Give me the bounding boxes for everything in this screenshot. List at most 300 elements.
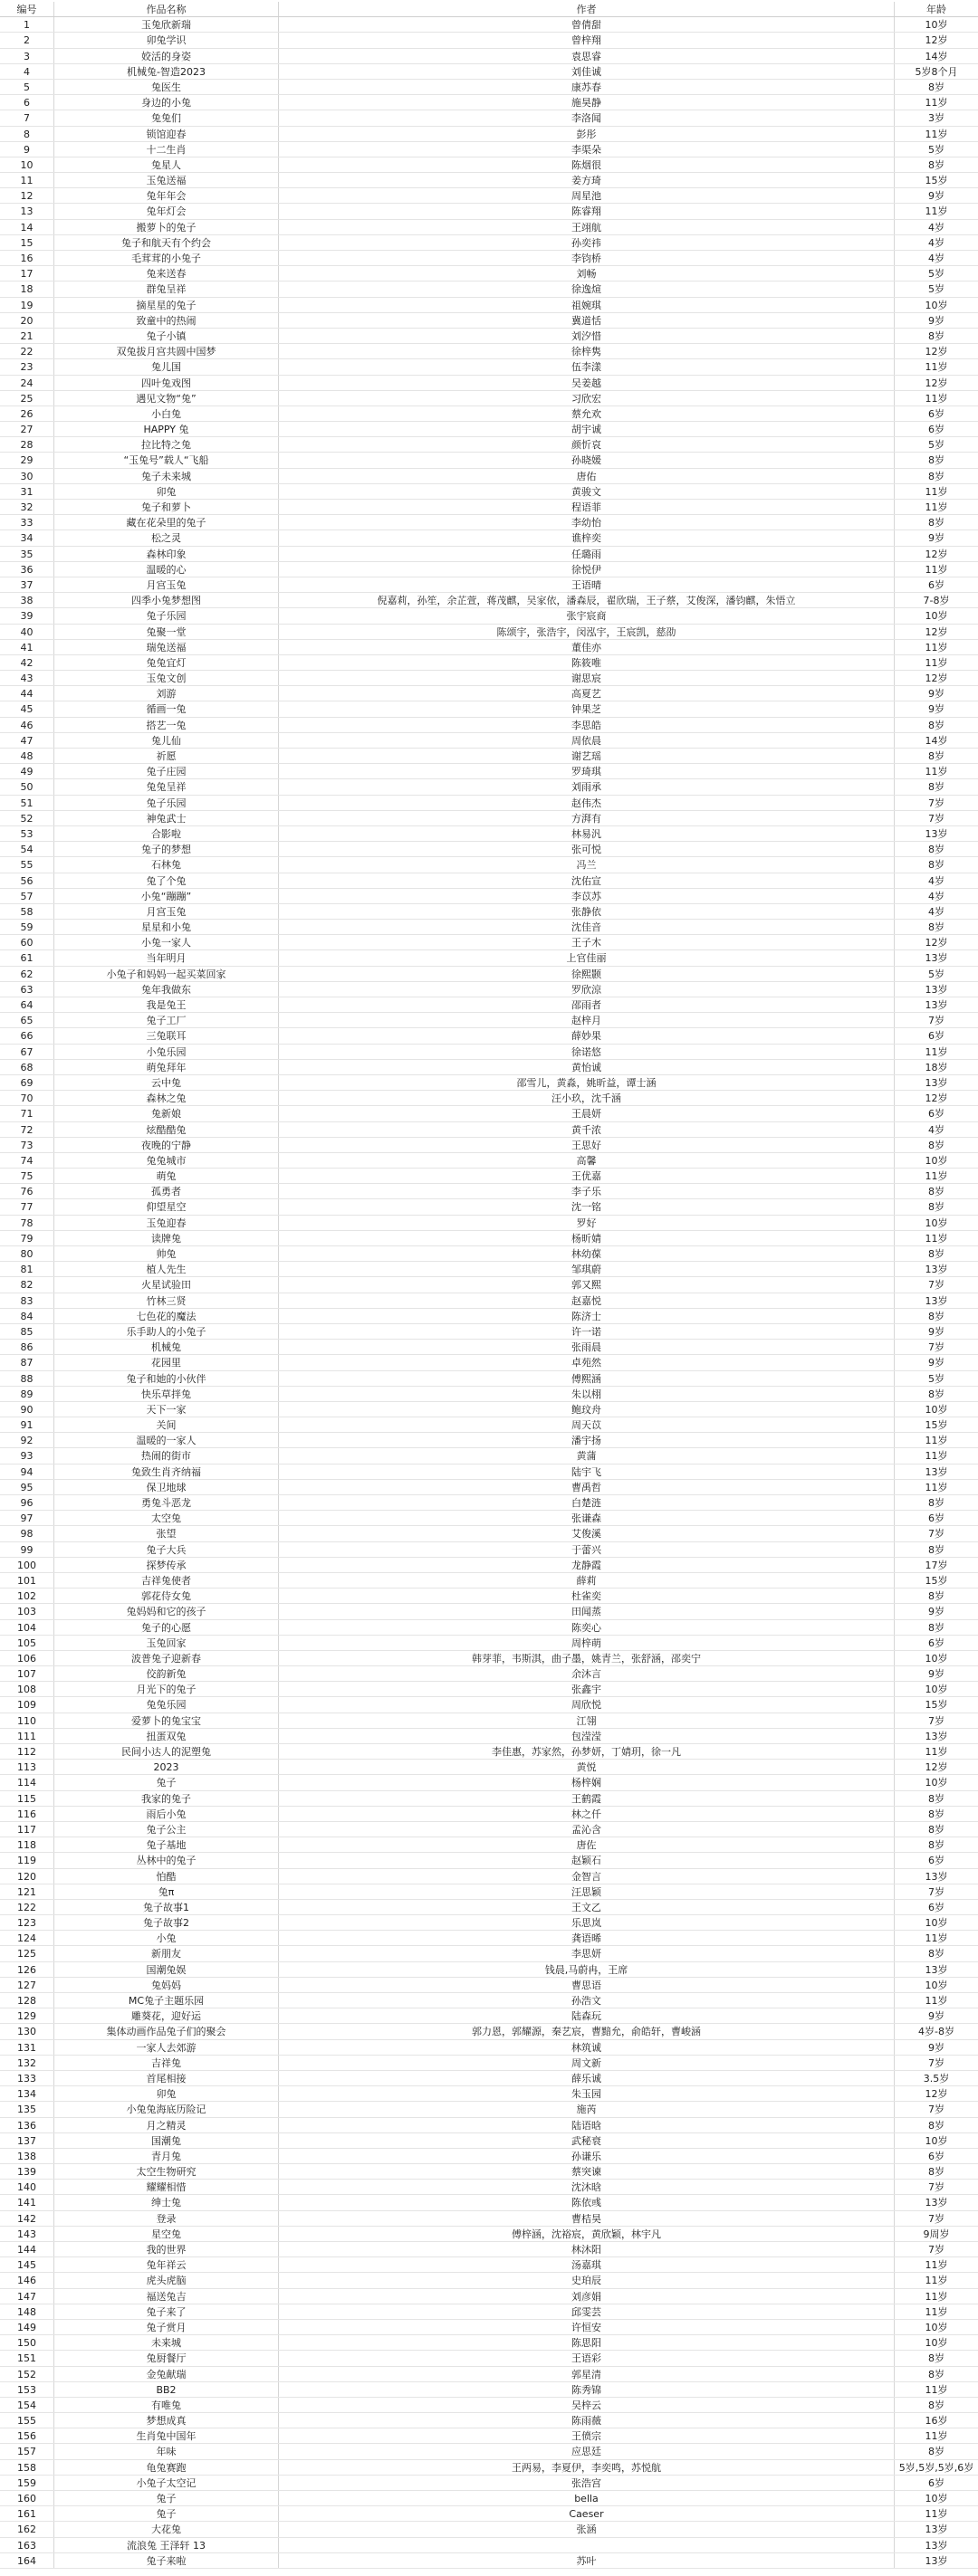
cell-age: 13岁 bbox=[925, 1963, 948, 1976]
cell-age: 11岁 bbox=[925, 2430, 948, 2443]
table-row bbox=[0, 1962, 978, 1978]
table-row bbox=[0, 110, 978, 126]
cell-age: 7岁 bbox=[928, 2212, 944, 2225]
cell-no: 35 bbox=[0, 547, 54, 561]
cell-title: 集体动画作品兔子们的聚会 bbox=[54, 2024, 279, 2038]
cell-no: 150 bbox=[0, 2335, 54, 2350]
cell-title: 兔子 bbox=[54, 2506, 279, 2521]
cell-title: 月宫玉兔 bbox=[54, 577, 279, 592]
cell-author: 薛莉 bbox=[279, 1573, 895, 1588]
table-row bbox=[0, 64, 978, 80]
cell-title: 十二生肖 bbox=[54, 142, 279, 157]
table-row bbox=[0, 2086, 978, 2102]
cell-no: 94 bbox=[0, 1465, 54, 1479]
cell-title: 瑞兔送福 bbox=[54, 640, 279, 654]
cell-age: 9岁 bbox=[928, 2010, 944, 2023]
column-header-title: 作品名称 bbox=[54, 2, 279, 16]
cell-title: 兔子和萝卜 bbox=[54, 500, 279, 514]
cell-author: 谢思宸 bbox=[279, 671, 895, 685]
cell-author: 董佳亦 bbox=[279, 640, 895, 654]
cell-title: 合影啦 bbox=[54, 826, 279, 841]
cell-age: 4岁 bbox=[928, 890, 944, 902]
cell-author: 余沐言 bbox=[279, 1666, 895, 1681]
cell-no: 2 bbox=[0, 33, 54, 47]
cell-title: 兔妈妈和它的孩子 bbox=[54, 1604, 279, 1618]
cell-age: 11岁 bbox=[925, 563, 948, 576]
cell-author: 吴姜越 bbox=[279, 376, 895, 390]
cell-author: 鲍玟舟 bbox=[279, 1402, 895, 1417]
cell-age: 5岁 bbox=[928, 268, 944, 281]
cell-title: 福送兔吉 bbox=[54, 2289, 279, 2304]
cell-author: Caeser bbox=[279, 2506, 895, 2521]
cell-author: 白楚涟 bbox=[279, 1495, 895, 1510]
cell-age: 8岁 bbox=[928, 2399, 944, 2411]
cell-no: 26 bbox=[0, 406, 54, 421]
table-row bbox=[0, 1666, 978, 1682]
table-row bbox=[0, 2320, 978, 2335]
cell-age: 11岁 bbox=[925, 2383, 948, 2396]
cell-age: 8岁 bbox=[928, 1201, 944, 1214]
cell-no: 64 bbox=[0, 997, 54, 1012]
cell-no: 58 bbox=[0, 904, 54, 919]
table-row bbox=[0, 33, 978, 48]
cell-author: 高馨 bbox=[279, 1153, 895, 1168]
table-row bbox=[0, 718, 978, 733]
table-row bbox=[0, 2180, 978, 2195]
table-row bbox=[0, 127, 978, 142]
table-row bbox=[0, 2195, 978, 2210]
cell-age: 6岁 bbox=[928, 1108, 944, 1121]
cell-no: 19 bbox=[0, 298, 54, 312]
cell-no: 43 bbox=[0, 671, 54, 685]
cell-title: 花园里 bbox=[54, 1355, 279, 1369]
cell-title: “玉兔号”载人“飞船 bbox=[54, 453, 279, 467]
cell-age: 12岁 bbox=[925, 548, 948, 560]
cell-age: 11岁 bbox=[925, 392, 948, 405]
cell-title: 兔年年会 bbox=[54, 188, 279, 203]
cell-age: 7-8岁 bbox=[923, 595, 950, 607]
cell-title: 月之精灵 bbox=[54, 2118, 279, 2132]
table-row bbox=[0, 188, 978, 204]
cell-author: 张浩宫 bbox=[279, 2476, 895, 2490]
cell-age: 5岁 bbox=[928, 1372, 944, 1385]
cell-title: 帅兔 bbox=[54, 1246, 279, 1261]
cell-title: 姣活的身姿 bbox=[54, 49, 279, 63]
cell-title: 卯兔 bbox=[54, 2086, 279, 2101]
table-row bbox=[0, 2056, 978, 2071]
cell-no: 87 bbox=[0, 1355, 54, 1369]
cell-no: 162 bbox=[0, 2522, 54, 2536]
cell-age: 6岁 bbox=[928, 1030, 944, 1043]
cell-author: 林沐阳 bbox=[279, 2242, 895, 2256]
cell-age: 13岁 bbox=[925, 2197, 948, 2209]
cell-author: 沈佳音 bbox=[279, 920, 895, 934]
cell-no: 40 bbox=[0, 625, 54, 639]
cell-age: 4岁-8岁 bbox=[918, 2026, 954, 2038]
cell-title: 读牌兔 bbox=[54, 1231, 279, 1245]
cell-title: 小兔“蹦蹦” bbox=[54, 889, 279, 903]
cell-title: 玉兔送福 bbox=[54, 173, 279, 187]
cell-author: 朱玉园 bbox=[279, 2086, 895, 2101]
cell-no: 22 bbox=[0, 344, 54, 358]
cell-age: 11岁 bbox=[925, 641, 948, 654]
table-row bbox=[0, 1293, 978, 1309]
cell-no: 113 bbox=[0, 1760, 54, 1774]
cell-title: 兔π bbox=[54, 1884, 279, 1899]
cell-age: 8岁 bbox=[928, 1248, 944, 1260]
cell-author: 刘雨承 bbox=[279, 779, 895, 794]
cell-author: 苏叶 bbox=[279, 2553, 895, 2568]
cell-title: 兔医生 bbox=[54, 80, 279, 94]
table-row bbox=[0, 2506, 978, 2522]
table-row bbox=[0, 1651, 978, 1666]
cell-author: 张涵 bbox=[279, 2522, 895, 2536]
cell-author: 杨梓娴 bbox=[279, 1775, 895, 1789]
table-row bbox=[0, 1558, 978, 1573]
table-row bbox=[0, 873, 978, 889]
cell-age: 13岁 bbox=[925, 1730, 948, 1742]
table-row bbox=[0, 2040, 978, 2056]
cell-no: 49 bbox=[0, 764, 54, 778]
cell-author: 潘宇扬 bbox=[279, 1433, 895, 1447]
cell-no: 103 bbox=[0, 1604, 54, 1618]
cell-title: 卯兔 bbox=[54, 484, 279, 499]
cell-age: 11岁 bbox=[925, 1481, 948, 1493]
cell-age: 12岁 bbox=[925, 377, 948, 389]
cell-title: 星星和小兔 bbox=[54, 920, 279, 934]
cell-age: 11岁 bbox=[925, 97, 948, 110]
cell-no: 59 bbox=[0, 920, 54, 934]
cell-author: 唐佑 bbox=[279, 469, 895, 483]
cell-age: 11岁 bbox=[925, 1995, 948, 2007]
cell-age: 10岁 bbox=[925, 1216, 948, 1229]
cell-title: 梦想成真 bbox=[54, 2413, 279, 2428]
cell-age: 12岁 bbox=[925, 625, 948, 638]
cell-author: 徐悦伊 bbox=[279, 562, 895, 577]
cell-author: 杨昕婧 bbox=[279, 1231, 895, 1245]
cell-title: 致童中的热闹 bbox=[54, 313, 279, 328]
cell-title: 兔子乐园 bbox=[54, 796, 279, 810]
cell-age: 12岁 bbox=[925, 1761, 948, 1774]
cell-age: 8岁 bbox=[928, 158, 944, 171]
cell-title: 玉兔文创 bbox=[54, 671, 279, 685]
cell-no: 28 bbox=[0, 437, 54, 452]
cell-age: 13岁 bbox=[925, 2524, 948, 2536]
cell-author: 周文新 bbox=[279, 2056, 895, 2070]
table-row bbox=[0, 1636, 978, 1651]
cell-title: 温暖的心 bbox=[54, 562, 279, 577]
cell-title: 太空兔 bbox=[54, 1511, 279, 1525]
table-row bbox=[0, 142, 978, 157]
table-row bbox=[0, 640, 978, 655]
cell-author: 陈睿翔 bbox=[279, 204, 895, 218]
table-row bbox=[0, 796, 978, 811]
cell-no: 148 bbox=[0, 2304, 54, 2319]
cell-age: 4岁 bbox=[928, 236, 944, 249]
cell-title: 佼韵新兔 bbox=[54, 1666, 279, 1681]
cell-author: 曾倩甜 bbox=[279, 17, 895, 32]
cell-no: 106 bbox=[0, 1651, 54, 1665]
cell-age: 10岁 bbox=[925, 1684, 948, 1696]
table-row bbox=[0, 2428, 978, 2444]
cell-no: 101 bbox=[0, 1573, 54, 1588]
cell-no: 99 bbox=[0, 1542, 54, 1557]
cell-no: 117 bbox=[0, 1822, 54, 1837]
cell-author: 陈依彧 bbox=[279, 2195, 895, 2209]
table-row bbox=[0, 997, 978, 1013]
cell-author: 沈沐晗 bbox=[279, 2180, 895, 2194]
table-row bbox=[0, 671, 978, 686]
cell-author: 邱雯芸 bbox=[279, 2304, 895, 2319]
cell-title: 松之灵 bbox=[54, 530, 279, 545]
table-row bbox=[0, 1589, 978, 1604]
cell-title: 有唯兔 bbox=[54, 2398, 279, 2412]
cell-author: 孙晓媛 bbox=[279, 453, 895, 467]
cell-title: 锁馆迎春 bbox=[54, 127, 279, 141]
cell-title: 年味 bbox=[54, 2444, 279, 2458]
cell-author: 郭又熙 bbox=[279, 1277, 895, 1292]
cell-no: 142 bbox=[0, 2211, 54, 2226]
cell-author: 周星池 bbox=[279, 188, 895, 203]
cell-age: 11岁 bbox=[925, 1932, 948, 1945]
cell-no: 104 bbox=[0, 1620, 54, 1635]
cell-age: 8岁 bbox=[928, 329, 944, 342]
cell-no: 88 bbox=[0, 1371, 54, 1386]
cell-age: 14岁 bbox=[925, 734, 948, 747]
cell-author: 康苏春 bbox=[279, 80, 895, 94]
cell-author: 沈佑宣 bbox=[279, 873, 895, 888]
cell-no: 107 bbox=[0, 1666, 54, 1681]
cell-title: 机械兔 bbox=[54, 1340, 279, 1354]
cell-no: 102 bbox=[0, 1589, 54, 1603]
table-row bbox=[0, 904, 978, 920]
cell-age: 11岁 bbox=[925, 1232, 948, 1245]
cell-no: 164 bbox=[0, 2553, 54, 2568]
table-row bbox=[0, 1853, 978, 1868]
cell-no: 144 bbox=[0, 2242, 54, 2256]
cell-author: 田闻蒸 bbox=[279, 1604, 895, 1618]
table-row bbox=[0, 935, 978, 950]
table-row bbox=[0, 2118, 978, 2133]
cell-author: 施芮 bbox=[279, 2102, 895, 2116]
cell-author: 程语菲 bbox=[279, 500, 895, 514]
cell-author: 李幼怡 bbox=[279, 515, 895, 530]
cell-no: 15 bbox=[0, 235, 54, 250]
cell-no: 79 bbox=[0, 1231, 54, 1245]
cell-author: 黄千浓 bbox=[279, 1122, 895, 1137]
cell-age: 8岁 bbox=[928, 2368, 944, 2380]
cell-age: 18岁 bbox=[925, 1061, 948, 1073]
cell-age: 9岁 bbox=[928, 1357, 944, 1369]
cell-no: 95 bbox=[0, 1480, 54, 1494]
cell-author: 江翎 bbox=[279, 1713, 895, 1728]
cell-age: 8岁 bbox=[928, 2119, 944, 2132]
cell-no: 157 bbox=[0, 2444, 54, 2458]
table-row bbox=[0, 2476, 978, 2491]
cell-no: 129 bbox=[0, 2008, 54, 2023]
cell-author: 邵雨者 bbox=[279, 997, 895, 1012]
cell-no: 6 bbox=[0, 95, 54, 110]
table-row bbox=[0, 625, 978, 640]
cell-author: 赵嘉悦 bbox=[279, 1293, 895, 1308]
cell-age: 12岁 bbox=[925, 937, 948, 949]
cell-title: 虎头虎脑 bbox=[54, 2273, 279, 2287]
cell-no: 54 bbox=[0, 842, 54, 856]
table-row bbox=[0, 1122, 978, 1138]
cell-no: 156 bbox=[0, 2428, 54, 2443]
cell-title: 身边的小兔 bbox=[54, 95, 279, 110]
cell-no: 151 bbox=[0, 2351, 54, 2365]
table-row bbox=[0, 1216, 978, 1231]
table-row bbox=[0, 298, 978, 313]
cell-age: 13岁 bbox=[925, 827, 948, 840]
cell-no: 119 bbox=[0, 1853, 54, 1867]
cell-age: 6岁 bbox=[928, 1855, 944, 1867]
cell-age: 11岁 bbox=[925, 2275, 948, 2287]
cell-title: 小兔乐园 bbox=[54, 1045, 279, 1059]
cell-title: BB2 bbox=[54, 2382, 279, 2397]
cell-title: 兔厨餐厅 bbox=[54, 2351, 279, 2365]
cell-title: 萌兔拜年 bbox=[54, 1060, 279, 1074]
cell-title: 未来城 bbox=[54, 2335, 279, 2350]
table-row bbox=[0, 500, 978, 515]
cell-age: 11岁 bbox=[925, 2508, 948, 2521]
cell-no: 34 bbox=[0, 530, 54, 545]
cell-title: 绅士兔 bbox=[54, 2195, 279, 2209]
cell-title: 星空兔 bbox=[54, 2227, 279, 2241]
cell-no: 53 bbox=[0, 826, 54, 841]
cell-no: 114 bbox=[0, 1775, 54, 1789]
cell-title: 丛林中的兔子 bbox=[54, 1853, 279, 1867]
table-row bbox=[0, 2211, 978, 2227]
cell-age: 8岁 bbox=[928, 1497, 944, 1509]
cell-author: 王两易，李夏伊，李奕鸣，苏悦航 bbox=[279, 2460, 895, 2475]
cell-author: 王子木 bbox=[279, 935, 895, 949]
cell-title: 刘游 bbox=[54, 686, 279, 701]
cell-age: 8岁 bbox=[928, 1823, 944, 1836]
cell-age: 6岁 bbox=[928, 1512, 944, 1525]
cell-no: 80 bbox=[0, 1246, 54, 1261]
cell-no: 62 bbox=[0, 967, 54, 981]
cell-title: 关间 bbox=[54, 1417, 279, 1432]
cell-author: 汪小玖，沈千涵 bbox=[279, 1091, 895, 1105]
cell-title: 雨后小兔 bbox=[54, 1807, 279, 1821]
cell-age: 13岁 bbox=[925, 1076, 948, 1089]
cell-no: 118 bbox=[0, 1837, 54, 1852]
cell-author bbox=[279, 2538, 895, 2552]
cell-author: 徐诺悠 bbox=[279, 1045, 895, 1059]
cell-title: 郭花侍女兔 bbox=[54, 1589, 279, 1603]
cell-title: 兔年祥云 bbox=[54, 2257, 279, 2272]
table-row bbox=[0, 469, 978, 484]
cell-title: 火星试验田 bbox=[54, 1277, 279, 1292]
cell-author: 陈秀锦 bbox=[279, 2382, 895, 2397]
cell-title: 怕酷 bbox=[54, 1869, 279, 1884]
table-row bbox=[0, 204, 978, 219]
cell-age: 10岁 bbox=[925, 299, 948, 311]
cell-no: 149 bbox=[0, 2320, 54, 2334]
cell-age: 8岁 bbox=[928, 2446, 944, 2458]
cell-author: 史珀辰 bbox=[279, 2273, 895, 2287]
cell-no: 84 bbox=[0, 1309, 54, 1323]
table-row bbox=[0, 1355, 978, 1370]
cell-no: 152 bbox=[0, 2367, 54, 2381]
cell-age: 10岁 bbox=[925, 2493, 948, 2504]
cell-title: 森林印象 bbox=[54, 547, 279, 561]
cell-author: 曹思语 bbox=[279, 1978, 895, 1992]
cell-author: 王语彩 bbox=[279, 2351, 895, 2365]
cell-title: 耀耀相惜 bbox=[54, 2180, 279, 2194]
cell-no: 115 bbox=[0, 1791, 54, 1806]
cell-no: 63 bbox=[0, 982, 54, 997]
cell-author: 陈筱唯 bbox=[279, 655, 895, 670]
cell-title: 兔子 bbox=[54, 1775, 279, 1789]
table-row bbox=[0, 1060, 978, 1075]
table-row bbox=[0, 1682, 978, 1697]
cell-no: 125 bbox=[0, 1946, 54, 1961]
cell-title: 太空生物研究 bbox=[54, 2164, 279, 2179]
cell-age: 13岁 bbox=[925, 1870, 948, 1883]
table-row bbox=[0, 173, 978, 188]
table-row bbox=[0, 2553, 978, 2569]
cell-age: 8岁 bbox=[928, 2352, 944, 2365]
cell-author: 李思皓 bbox=[279, 718, 895, 732]
cell-age: 8岁 bbox=[928, 1590, 944, 1603]
cell-age: 9岁 bbox=[928, 1668, 944, 1681]
cell-author: 沈一铭 bbox=[279, 1199, 895, 1214]
cell-no: 71 bbox=[0, 1106, 54, 1121]
cell-author: 傅梓涵，沈裕宸，黄欣颖，林宇凡 bbox=[279, 2227, 895, 2241]
cell-age: 8岁 bbox=[928, 517, 944, 530]
cell-no: 147 bbox=[0, 2289, 54, 2304]
cell-age: 11岁 bbox=[925, 1045, 948, 1058]
table-row bbox=[0, 826, 978, 842]
cell-author: 李佳惠，苏家然，孙梦妍，丁婧玥，徐一凡 bbox=[279, 1744, 895, 1759]
cell-age: 12岁 bbox=[925, 34, 948, 47]
table-row bbox=[0, 220, 978, 235]
cell-title: 兔子大兵 bbox=[54, 1542, 279, 1557]
table-row bbox=[0, 1371, 978, 1387]
cell-author: 陈雨薇 bbox=[279, 2413, 895, 2428]
cell-age: 8岁 bbox=[928, 1808, 944, 1820]
cell-age: 11岁 bbox=[925, 1435, 948, 1447]
table-row bbox=[0, 313, 978, 329]
cell-title: 兔子来啦 bbox=[54, 2553, 279, 2568]
cell-title: 遇见文物“兔” bbox=[54, 391, 279, 405]
cell-title: 当年明月 bbox=[54, 950, 279, 965]
cell-author: 陈烟很 bbox=[279, 157, 895, 172]
cell-author: 方湃有 bbox=[279, 811, 895, 825]
cell-no: 25 bbox=[0, 391, 54, 405]
table-row bbox=[0, 266, 978, 281]
table-row bbox=[0, 577, 978, 593]
cell-no: 126 bbox=[0, 1962, 54, 1977]
table-row bbox=[0, 1837, 978, 1853]
table-row bbox=[0, 49, 978, 64]
cell-author: 郭力恩，郭耀源，秦艺宸，曹黯允，俞皓轩，曹峻涵 bbox=[279, 2024, 895, 2038]
cell-title: 兔子庄园 bbox=[54, 764, 279, 778]
cell-no: 65 bbox=[0, 1013, 54, 1027]
table-row bbox=[0, 1465, 978, 1480]
cell-no: 70 bbox=[0, 1091, 54, 1105]
cell-age: 9岁 bbox=[928, 703, 944, 716]
table-row bbox=[0, 547, 978, 562]
cell-no: 90 bbox=[0, 1402, 54, 1417]
cell-age: 10岁 bbox=[925, 1777, 948, 1789]
cell-title: 兔年灯会 bbox=[54, 204, 279, 218]
cell-title: 小兔子太空记 bbox=[54, 2476, 279, 2490]
cell-author: 孟沁含 bbox=[279, 1822, 895, 1837]
